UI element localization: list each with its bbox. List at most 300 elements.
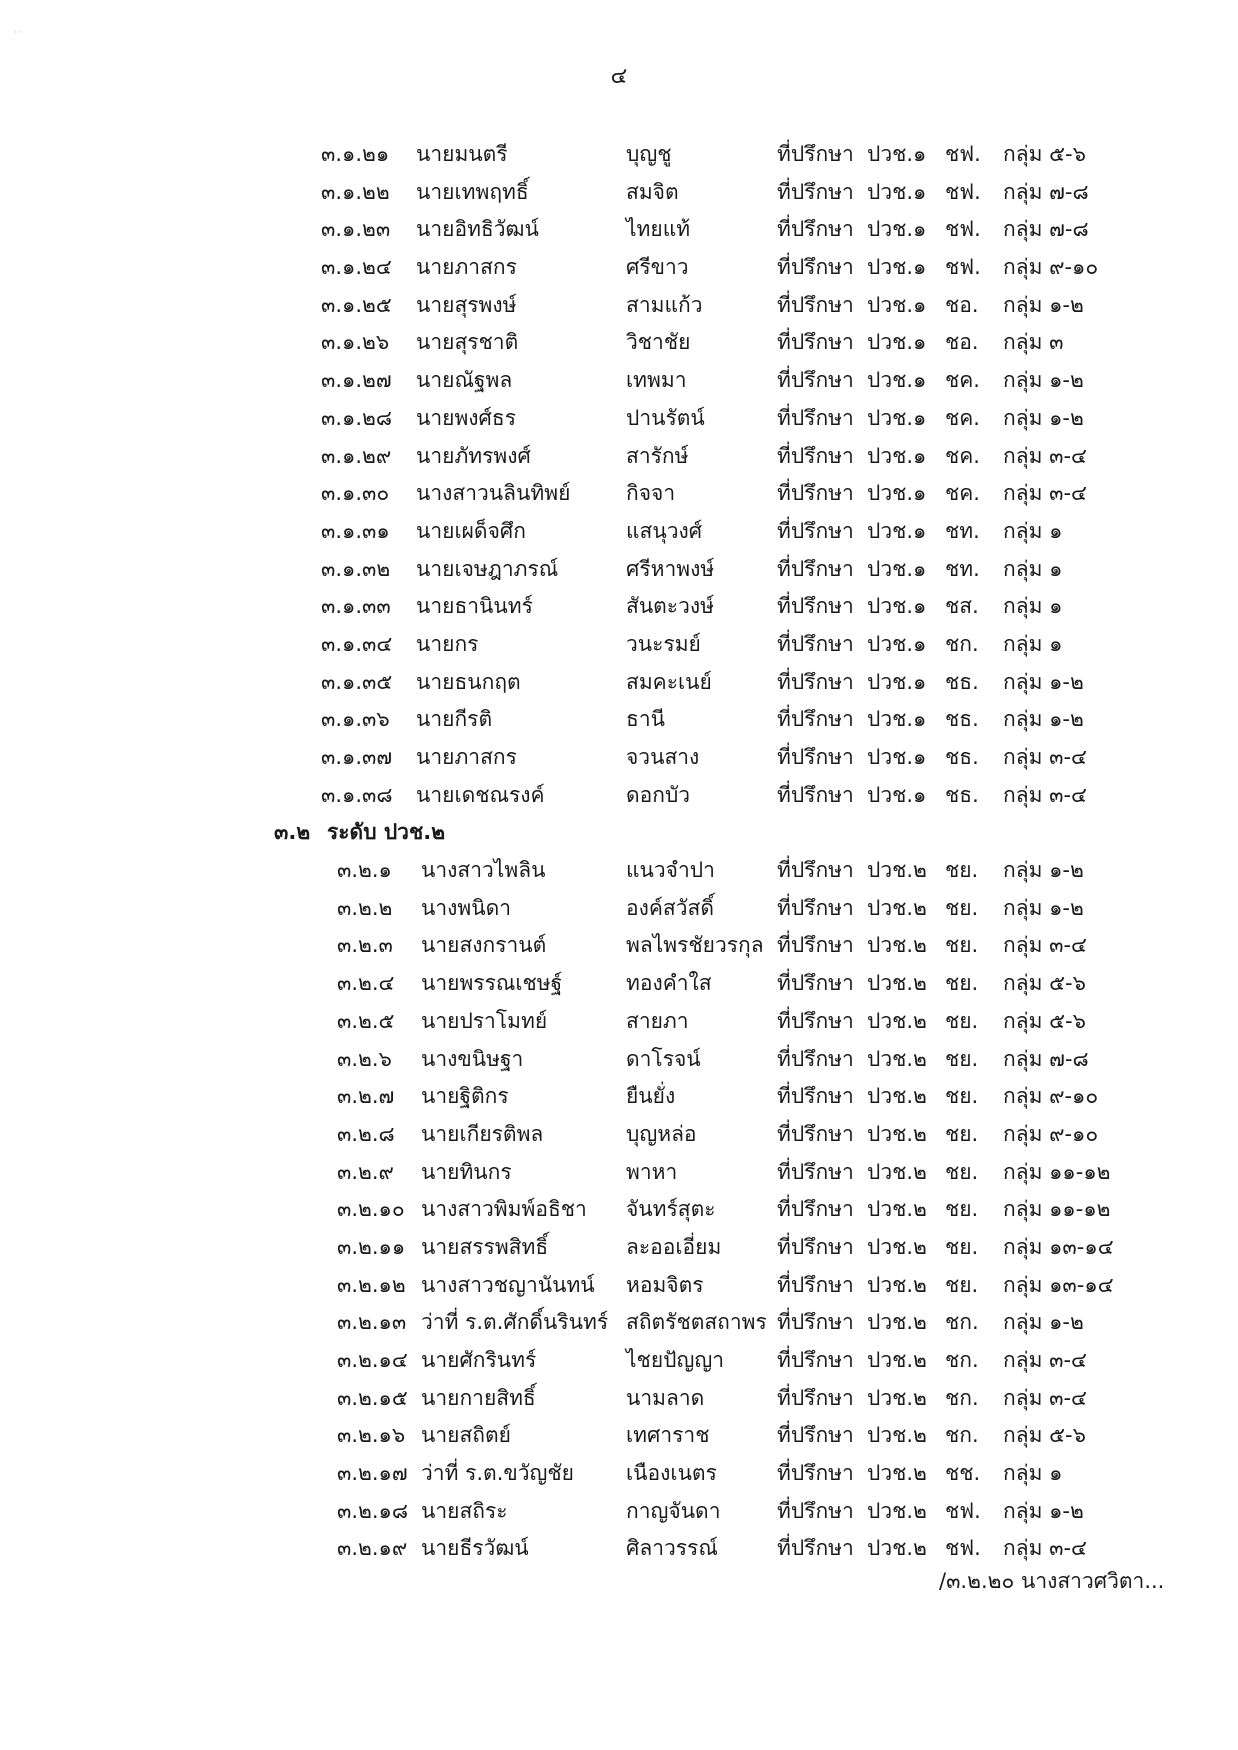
advisor-surname: สถิตรัชตสถาพร: [626, 1310, 767, 1335]
group: กลุ่ม ๗-๘: [1003, 179, 1089, 204]
class-level: ปวช.๑: [867, 405, 927, 430]
advisor-surname: ดอกบัว: [626, 782, 691, 807]
class-level: ปวช.๒: [867, 1348, 927, 1372]
list-item: [0, 324, 1238, 362]
advisor-role: ที่ปรึกษา: [777, 1310, 854, 1335]
class-level: ปวช.๑: [867, 330, 927, 355]
item-number: ๓.๑.๒๑: [321, 142, 390, 166]
list-item: [0, 890, 1238, 928]
item-number: ๓.๑.๓๔: [321, 631, 393, 656]
list-item: [0, 551, 1238, 589]
item-number: ๓.๒.๑๑: [337, 1234, 406, 1259]
item-number: ๓.๑.๒๕: [321, 292, 392, 317]
group: กลุ่ม ๑: [1003, 594, 1063, 619]
advisor-surname: ปานรัตน์: [626, 405, 705, 430]
class-level: ปวช.๑: [867, 631, 927, 656]
advisor-surname: ธานี: [626, 707, 665, 732]
item-number: ๓.๒.๙: [337, 1159, 394, 1184]
list-item: [0, 739, 1238, 777]
item-number: ๓.๑.๓๖: [321, 707, 390, 732]
department: ชฟ.: [945, 255, 981, 280]
group: กลุ่ม ๓-๔: [1003, 1536, 1087, 1561]
advisor-name: นายกร: [416, 631, 479, 656]
advisor-role: ที่ปรึกษา: [777, 405, 854, 430]
advisor-surname: ละออเอี่ยม: [626, 1234, 722, 1259]
advisor-role: ที่ปรึกษา: [777, 556, 854, 581]
advisor-role: ที่ปรึกษา: [777, 1121, 854, 1146]
department: ชธ.: [945, 669, 979, 694]
list-item: [0, 1116, 1238, 1154]
list-item: [0, 1003, 1238, 1041]
department: ชก.: [945, 1310, 979, 1335]
class-level: ปวช.๒: [867, 858, 927, 883]
list-item: [0, 400, 1238, 438]
advisor-role: ที่ปรึกษา: [777, 1385, 854, 1410]
advisor-surname: เทศาราช: [626, 1423, 710, 1448]
item-number: ๓.๑.๒๙: [321, 443, 392, 468]
advisor-name: นายสถิระ: [421, 1498, 508, 1523]
list-item: [0, 965, 1238, 1003]
item-number: ๓.๒.๓: [337, 933, 393, 958]
item-number: ๓.๑.๓๕: [321, 669, 393, 694]
group: กลุ่ม ๑-๒: [1003, 858, 1084, 883]
class-level: ปวช.๑: [867, 707, 927, 732]
group: กลุ่ม ๑๑-๑๒: [1003, 1159, 1111, 1184]
advisor-name: นายมนตรี: [416, 142, 508, 166]
item-number: ๓.๑.๒๘: [321, 405, 393, 430]
list-item: [0, 287, 1238, 325]
advisor-surname: สมจิต: [626, 179, 679, 204]
department: ชธ.: [945, 745, 979, 769]
advisor-surname: พลไพรชัยวรกุล: [626, 933, 764, 958]
class-level: ปวช.๑: [867, 594, 927, 619]
advisor-surname: เนืองเนตร: [626, 1461, 717, 1486]
class-level: ปวช.๒: [867, 895, 927, 920]
item-number: ๓.๒.๑๔: [337, 1348, 408, 1372]
class-level: ปวช.๒: [867, 1310, 927, 1335]
department: ชย.: [945, 1159, 979, 1184]
list-item: [0, 701, 1238, 739]
advisor-list: [0, 136, 1238, 1568]
advisor-surname: นามลาด: [626, 1385, 705, 1410]
advisor-name: นายเผด็จศึก: [416, 518, 526, 543]
advisor-name: นายกีรติ: [416, 707, 493, 732]
class-level: ปวช.๑: [867, 745, 927, 769]
advisor-name: นายณัฐพล: [416, 368, 513, 393]
class-level: ปวช.๑: [867, 142, 927, 166]
advisor-surname: กิจจา: [626, 481, 676, 506]
group: กลุ่ม ๑-๒: [1003, 405, 1084, 430]
list-item: [0, 249, 1238, 287]
scan-artifact: · ·: [14, 28, 23, 38]
item-number: ๓.๑.๒๗: [321, 368, 392, 393]
department: ชย.: [945, 1121, 979, 1146]
advisor-role: ที่ปรึกษา: [777, 1197, 854, 1222]
advisor-surname: วนะรมย์: [626, 631, 701, 656]
department: ชธ.: [945, 782, 979, 807]
department: ชก.: [945, 1423, 979, 1448]
advisor-surname: ศรีหาพงษ์: [626, 556, 715, 581]
advisor-name: นายศักรินทร์: [421, 1348, 537, 1372]
advisor-role: ที่ปรึกษา: [777, 142, 854, 166]
class-level: ปวช.๑: [867, 179, 927, 204]
class-level: ปวช.๒: [867, 1159, 927, 1184]
advisor-surname: แสนุวงศ์: [626, 518, 703, 543]
advisor-role: ที่ปรึกษา: [777, 518, 854, 543]
group: กลุ่ม ๑-๒: [1003, 292, 1084, 317]
department: ชธ.: [945, 707, 979, 732]
group: กลุ่ม ๑-๒: [1003, 1310, 1084, 1335]
item-number: ๓.๒.๖: [337, 1046, 392, 1071]
item-number: ๓.๑.๒๔: [321, 255, 392, 280]
department: ชฟ.: [945, 179, 981, 204]
advisor-surname: เทพมา: [626, 368, 687, 393]
class-level: ปวช.๒: [867, 1385, 927, 1410]
class-level: ปวช.๒: [867, 1084, 927, 1109]
advisor-name: นางสาวชญานันทน์: [421, 1272, 595, 1297]
section-heading: [0, 814, 1238, 852]
list-item: [0, 136, 1238, 174]
advisor-role: ที่ปรึกษา: [777, 631, 854, 656]
advisor-name: นายสงกรานต์: [421, 933, 547, 958]
advisor-role: ที่ปรึกษา: [777, 594, 854, 619]
advisor-surname: ยืนยั่ง: [626, 1084, 676, 1109]
item-number: ๓.๑.๓๐: [321, 481, 390, 506]
advisor-surname: พาหา: [626, 1159, 678, 1184]
advisor-role: ที่ปรึกษา: [777, 1234, 854, 1259]
group: กลุ่ม ๑๓-๑๔: [1003, 1272, 1114, 1297]
advisor-name: นายสุรพงษ์: [416, 292, 517, 317]
class-level: ปวช.๒: [867, 1498, 927, 1523]
class-level: ปวช.๑: [867, 217, 927, 242]
department: ชฟ.: [945, 142, 981, 166]
department: ชค.: [945, 405, 980, 430]
group: กลุ่ม ๑-๒: [1003, 669, 1084, 694]
advisor-name: นายธานินทร์: [416, 594, 533, 619]
department: ชย.: [945, 858, 979, 883]
advisor-surname: บุญหล่อ: [626, 1121, 697, 1146]
advisor-name: นายธีรวัฒน์: [421, 1536, 529, 1561]
advisor-name: นายสถิตย์: [421, 1423, 511, 1448]
class-level: ปวช.๒: [867, 1197, 927, 1222]
department: ชย.: [945, 1272, 979, 1297]
group: กลุ่ม ๑: [1003, 518, 1063, 543]
advisor-role: ที่ปรึกษา: [777, 1084, 854, 1109]
advisor-role: ที่ปรึกษา: [777, 669, 854, 694]
advisor-surname: ศิลาวรรณ์: [626, 1536, 718, 1561]
list-item: [0, 475, 1238, 513]
class-level: ปวช.๒: [867, 1121, 927, 1146]
group: กลุ่ม ๕-๖: [1003, 1423, 1086, 1448]
item-number: ๓.๒.๘: [337, 1121, 395, 1146]
class-level: ปวช.๒: [867, 971, 927, 996]
list-item: [0, 362, 1238, 400]
advisor-role: ที่ปรึกษา: [777, 1348, 854, 1372]
list-item: [0, 438, 1238, 476]
department: ชย.: [945, 1084, 979, 1109]
advisor-name: นายธนกฤต: [416, 669, 521, 694]
group: กลุ่ม ๕-๖: [1003, 1008, 1086, 1033]
advisor-surname: บุญชู: [626, 142, 672, 166]
group: กลุ่ม ๗-๘: [1003, 1046, 1089, 1071]
class-level: ปวช.๑: [867, 368, 927, 393]
group: กลุ่ม ๓-๔: [1003, 933, 1087, 958]
section-3-2-rows: [0, 852, 1238, 1568]
item-number: ๓.๒.๑๓: [337, 1310, 407, 1335]
section-number: ๓.๒: [274, 820, 311, 845]
class-level: ปวช.๑: [867, 556, 927, 581]
class-level: ปวช.๑: [867, 481, 927, 506]
department: ชท.: [945, 556, 980, 581]
department: ชย.: [945, 1197, 979, 1222]
item-number: ๓.๒.๕: [337, 1008, 395, 1033]
advisor-surname: จวนสาง: [626, 745, 700, 769]
advisor-name: นางสาวนลินทิพย์: [416, 481, 571, 506]
advisor-name: นายอิทธิวัฒน์: [416, 217, 539, 242]
department: ชก.: [945, 631, 979, 656]
list-item: [0, 1078, 1238, 1116]
group: กลุ่ม ๓-๔: [1003, 481, 1087, 506]
list-item: [0, 1304, 1238, 1342]
advisor-name: ว่าที่ ร.ต.ขวัญชัย: [421, 1461, 574, 1486]
advisor-role: ที่ปรึกษา: [777, 368, 854, 393]
group: กลุ่ม ๑-๒: [1003, 895, 1084, 920]
advisor-role: ที่ปรึกษา: [777, 895, 854, 920]
department: ชส.: [945, 594, 979, 619]
group: กลุ่ม ๑-๒: [1003, 1498, 1084, 1523]
group: กลุ่ม ๑๑-๑๒: [1003, 1197, 1111, 1222]
advisor-name: นายเจษฎาภรณ์: [416, 556, 559, 581]
list-item: [0, 1342, 1238, 1380]
group: กลุ่ม ๕-๖: [1003, 142, 1086, 166]
list-item: [0, 1455, 1238, 1493]
advisor-name: นายกายสิทธิ์: [421, 1385, 536, 1410]
class-level: ปวช.๒: [867, 1423, 927, 1448]
department: ชค.: [945, 481, 980, 506]
continuation-note: /๓.๒.๒๐ นางสาวศวิตา...: [939, 1569, 1165, 1593]
list-item: [0, 1417, 1238, 1455]
department: ชฟ.: [945, 1536, 981, 1561]
department: ชค.: [945, 368, 980, 393]
advisor-role: ที่ปรึกษา: [777, 481, 854, 506]
advisor-name: นายสุรชาติ: [416, 330, 519, 355]
group: กลุ่ม ๙-๑๐: [1003, 255, 1099, 280]
advisor-surname: สมคะเนย์: [626, 669, 712, 694]
item-number: ๓.๑.๒๖: [321, 330, 390, 355]
list-item: [0, 211, 1238, 249]
advisor-role: ที่ปรึกษา: [777, 179, 854, 204]
department: ชฟ.: [945, 1498, 981, 1523]
advisor-surname: แนวจำปา: [626, 858, 715, 883]
group: กลุ่ม ๗-๘: [1003, 217, 1089, 242]
advisor-role: ที่ปรึกษา: [777, 255, 854, 280]
advisor-name: นายพรรณเชษฐ์: [421, 971, 563, 996]
list-item: [0, 664, 1238, 702]
page-number: ๔: [610, 64, 628, 89]
department: ชอ.: [945, 292, 979, 317]
advisor-name: นายภัทรพงศ์: [416, 443, 531, 468]
group: กลุ่ม ๕-๖: [1003, 971, 1086, 996]
group: กลุ่ม ๙-๑๐: [1003, 1084, 1099, 1109]
department: ชย.: [945, 1234, 979, 1259]
item-number: ๓.๑.๓๗: [321, 745, 393, 769]
advisor-name: นายเทพฤทธิ์: [416, 179, 529, 204]
advisor-name: ว่าที่ ร.ต.ศักดิ์นรินทร์: [421, 1310, 609, 1335]
advisor-name: นายสรรพสิทธิ์: [421, 1234, 549, 1259]
advisor-name: นายฐิติกร: [421, 1084, 509, 1109]
list-item: [0, 588, 1238, 626]
class-level: ปวช.๒: [867, 1008, 927, 1033]
class-level: ปวช.๒: [867, 1536, 927, 1561]
advisor-surname: ศรีขาว: [626, 255, 689, 280]
class-level: ปวช.๒: [867, 1046, 927, 1071]
advisor-role: ที่ปรึกษา: [777, 1046, 854, 1071]
advisor-surname: วิชาชัย: [626, 330, 691, 355]
department: ชก.: [945, 1385, 979, 1410]
advisor-name: นางขนิษฐา: [421, 1046, 524, 1071]
list-item: [0, 513, 1238, 551]
advisor-role: ที่ปรึกษา: [777, 858, 854, 883]
advisor-role: ที่ปรึกษา: [777, 1536, 854, 1561]
group: กลุ่ม ๙-๑๐: [1003, 1121, 1099, 1146]
advisor-surname: สามแก้ว: [626, 292, 703, 317]
advisor-surname: องค์สวัสดิ์: [626, 895, 714, 920]
list-item: [0, 777, 1238, 815]
list-item: [0, 1041, 1238, 1079]
advisor-role: ที่ปรึกษา: [777, 1423, 854, 1448]
class-level: ปวช.๒: [867, 1234, 927, 1259]
advisor-surname: ดาโรจน์: [626, 1046, 701, 1071]
item-number: ๓.๒.๑๘: [337, 1498, 409, 1523]
item-number: ๓.๒.๑๕: [337, 1385, 408, 1410]
class-level: ปวช.๑: [867, 255, 927, 280]
advisor-surname: ไชยปัญญา: [626, 1348, 725, 1372]
advisor-role: ที่ปรึกษา: [777, 971, 854, 996]
item-number: ๓.๒.๒: [337, 895, 393, 920]
list-item: [0, 852, 1238, 890]
item-number: ๓.๒.๑๐: [337, 1197, 405, 1222]
group: กลุ่ม ๑-๒: [1003, 707, 1084, 732]
department: ชฟ.: [945, 217, 981, 242]
list-item: [0, 1191, 1238, 1229]
class-level: ปวช.๑: [867, 782, 927, 807]
department: ชย.: [945, 895, 979, 920]
advisor-role: ที่ปรึกษา: [777, 1498, 854, 1523]
item-number: ๓.๑.๓๒: [321, 556, 391, 581]
item-number: ๓.๑.๓๓: [321, 594, 391, 619]
advisor-role: ที่ปรึกษา: [777, 292, 854, 317]
department: ชช.: [945, 1461, 981, 1486]
item-number: ๓.๑.๒๓: [321, 217, 391, 242]
advisor-surname: สายภา: [626, 1008, 689, 1033]
item-number: ๓.๒.๑: [337, 858, 392, 883]
advisor-surname: กาญจันดา: [626, 1498, 721, 1523]
advisor-name: นายพงศ์ธร: [416, 405, 516, 430]
advisor-role: ที่ปรึกษา: [777, 217, 854, 242]
class-level: ปวช.๑: [867, 518, 927, 543]
class-level: ปวช.๑: [867, 292, 927, 317]
item-number: ๓.๒.๔: [337, 971, 395, 996]
department: ชย.: [945, 971, 979, 996]
advisor-name: นายปราโมทย์: [421, 1008, 548, 1033]
item-number: ๓.๒.๗: [337, 1084, 395, 1109]
list-item: [0, 927, 1238, 965]
department: ชก.: [945, 1348, 979, 1372]
class-level: ปวช.๑: [867, 669, 927, 694]
advisor-role: ที่ปรึกษา: [777, 1008, 854, 1033]
advisor-role: ที่ปรึกษา: [777, 1272, 854, 1297]
group: กลุ่ม ๓: [1003, 330, 1064, 355]
advisor-name: นายทินกร: [421, 1159, 512, 1184]
department: ชย.: [945, 933, 979, 958]
advisor-name: นางพนิดา: [421, 895, 512, 920]
list-item: [0, 1154, 1238, 1192]
advisor-name: นางสาวพิมพ์อธิชา: [421, 1197, 587, 1222]
advisor-name: นางสาวไพลิน: [421, 858, 546, 883]
department: ชย.: [945, 1046, 979, 1071]
department: ชย.: [945, 1008, 979, 1033]
item-number: ๓.๒.๑๙: [337, 1536, 408, 1561]
item-number: ๓.๒.๑๒: [337, 1272, 406, 1297]
class-level: ปวช.๒: [867, 933, 927, 958]
advisor-surname: ทองคำใส: [626, 971, 712, 996]
section-title: ระดับ ปวช.๒: [327, 820, 446, 845]
class-level: ปวช.๒: [867, 1461, 927, 1486]
list-item: [0, 1530, 1238, 1568]
class-level: ปวช.๑: [867, 443, 927, 468]
advisor-role: ที่ปรึกษา: [777, 1461, 854, 1486]
advisor-role: ที่ปรึกษา: [777, 1159, 854, 1184]
item-number: ๓.๑.๓๑: [321, 518, 390, 543]
group: กลุ่ม ๓-๔: [1003, 443, 1087, 468]
group: กลุ่ม ๓-๔: [1003, 1348, 1087, 1372]
list-item: [0, 1267, 1238, 1305]
list-item: [0, 174, 1238, 212]
group: กลุ่ม ๓-๔: [1003, 782, 1087, 807]
department: ชท.: [945, 518, 980, 543]
item-number: ๓.๒.๑๖: [337, 1423, 406, 1448]
item-number: ๓.๑.๒๒: [321, 179, 390, 204]
group: กลุ่ม ๑๓-๑๔: [1003, 1234, 1114, 1259]
group: กลุ่ม ๑: [1003, 1461, 1063, 1486]
group: กลุ่ม ๑-๒: [1003, 368, 1084, 393]
advisor-role: ที่ปรึกษา: [777, 330, 854, 355]
list-item: [0, 1229, 1238, 1267]
group: กลุ่ม ๑: [1003, 556, 1063, 581]
advisor-name: นายภาสกร: [416, 255, 517, 280]
group: กลุ่ม ๓-๔: [1003, 1385, 1087, 1410]
class-level: ปวช.๒: [867, 1272, 927, 1297]
advisor-surname: สันตะวงษ์: [626, 594, 714, 619]
list-item: [0, 626, 1238, 664]
advisor-role: ที่ปรึกษา: [777, 443, 854, 468]
department: ชอ.: [945, 330, 979, 355]
advisor-surname: หอมจิตร: [626, 1272, 704, 1297]
advisor-surname: ไทยแท้: [626, 217, 691, 242]
advisor-surname: จันทร์สุตะ: [626, 1197, 716, 1222]
advisor-name: นายภาสกร: [416, 745, 517, 769]
advisor-role: ที่ปรึกษา: [777, 933, 854, 958]
group: กลุ่ม ๓-๔: [1003, 745, 1087, 769]
item-number: ๓.๒.๑๗: [337, 1461, 408, 1486]
advisor-surname: สารักษ์: [626, 443, 689, 468]
item-number: ๓.๑.๓๘: [321, 782, 393, 807]
group: กลุ่ม ๑: [1003, 631, 1063, 656]
list-item: [0, 1493, 1238, 1531]
advisor-role: ที่ปรึกษา: [777, 745, 854, 769]
section-3-1-rows: [0, 136, 1238, 814]
advisor-role: ที่ปรึกษา: [777, 782, 854, 807]
